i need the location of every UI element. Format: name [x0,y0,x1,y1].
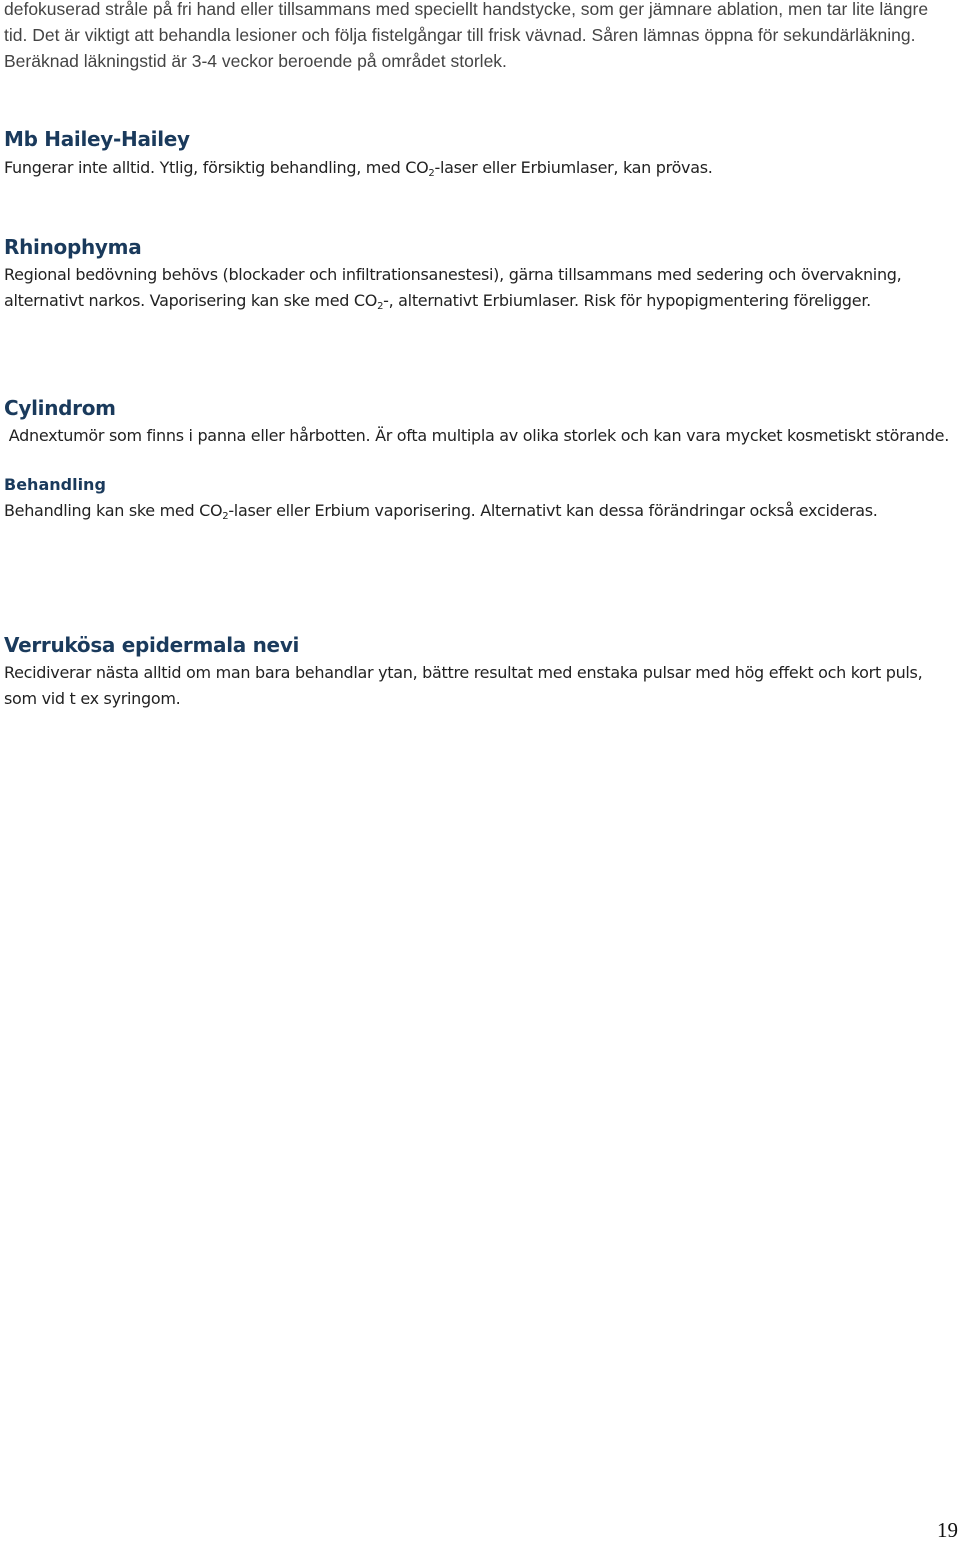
section-text: Recidiverar nästa alltid om man bara behandlar ytan, bättre resultat med enstaka pulsar med hög effekt och kort puls, som vid t ex syringom. [4,663,923,708]
section-verrukosa [4,633,956,712]
text-part: -laser eller Erbium vaporisering. Alternativt kan dessa förändringar också excideras. [228,501,878,520]
section-title: Mb Hailey-Hailey [4,127,190,151]
section-title: Cylindrom [4,396,116,420]
section-cylindrom [4,396,956,524]
section-text [4,262,956,314]
text-part: Behandling kan ske med CO [4,501,223,520]
page-number: 19 [937,1518,958,1542]
intro-paragraph: defokuserad stråle på fri hand eller tillsammans med speciellt handstycke, som ger jämnare ablation, men tar lite längre tid. Det är viktigt att behandla lesioner och följa fistelgångar till frisk vävnad. Såren lämnas öppna för sekundärläkning. Beräknad läkningstid är 3-4 veckor beroende på området storlek. [4,0,929,71]
section-text [4,498,956,524]
section-text: Adnextumör som finns i panna eller hårbotten. Är ofta multipla av olika storlek och kan vara mycket kosmetiskt störande. [4,426,949,445]
document-page [4,0,956,708]
subscript: 2 [428,168,435,179]
text-part: Regional bedövning behövs (blockader och infiltrationsanestesi), gärna tillsammans med sedering och övervakning, alternativt narkos. Vaporisering kan ske med CO [4,265,902,310]
section-title: Verrukösa epidermala nevi [4,633,300,657]
text-part: -laser eller Erbiumlaser, kan prövas. [434,158,713,177]
section-text [4,155,956,181]
text-part: Fungerar inte alltid. Ytlig, försiktig behandling, med CO [4,158,429,177]
subscript: 2 [222,511,229,522]
subsection-title: Behandling [4,475,106,494]
text-part: -, alternativt Erbiumlaser. Risk för hypopigmentering föreligger. [383,291,871,310]
subscript: 2 [377,301,384,312]
section-hailey-hailey [4,127,956,181]
section-title: Rhinophyma [4,235,142,259]
section-rhinophyma [4,235,956,314]
